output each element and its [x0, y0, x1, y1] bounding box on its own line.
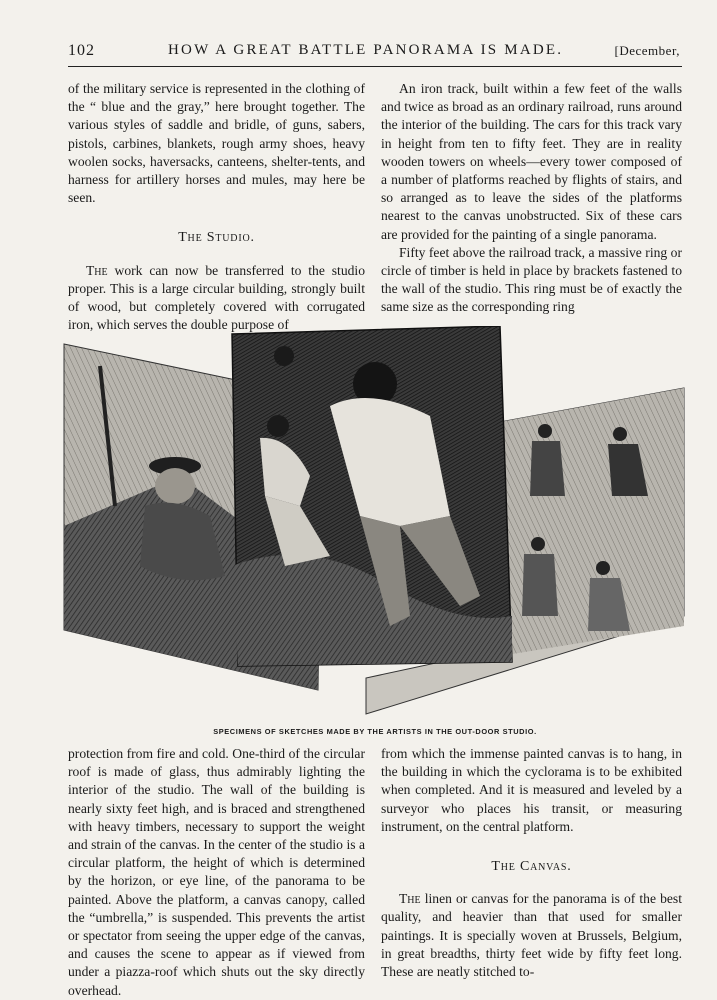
paragraph: Fifty feet above the railroad track, a massive ring or circle of timber is held in place by brackets fastened to the wall of the studio. This ring must be of exactly the same size as the corresponding ring: [381, 244, 682, 315]
paragraph-text: linen or canvas for the panorama is of the best quality, and heavier than that used for smaller paintings. It is specially woven at Brussels, Belgium, in great breadths, thirty feet wide by fifty feet long. These are neatly stitched to-: [381, 891, 682, 980]
section-heading-canvas: The Canvas.: [491, 859, 572, 875]
column-top-right: [381, 80, 682, 317]
paragraph: [68, 262, 365, 335]
running-header: [68, 38, 680, 62]
column-top-left: [68, 80, 365, 334]
section-heading-studio: The Studio.: [178, 230, 255, 246]
illustration-caption: SPECIMENS OF SKETCHES MADE BY THE ARTISTS IN THE OUT-DOOR STUDIO.: [213, 727, 537, 736]
center-sketch-wounded-soldier: [232, 326, 512, 666]
lead-word: The: [399, 891, 421, 907]
paragraph-text: work can now be transferred to the studio proper. This is a large circular building, strongly built of wood, but completely covered with corrugated iron, which serves the double purpose of: [68, 262, 365, 333]
page-number: 102: [68, 42, 95, 59]
column-bottom-right: [381, 745, 682, 981]
paragraph: [381, 890, 682, 981]
running-title: HOW A GREAT BATTLE PANORAMA IS MADE.: [168, 42, 564, 58]
issue-month: [December,: [614, 43, 680, 58]
column-bottom-left: [68, 745, 365, 1000]
paragraph: of the military service is represented in the clothing of the “ blue and the gray,” here brought together. The various styles of saddle and bridle, of guns, sabers, pistols, carbines, blankets, rough army shoes, heavy woolen socks, haversacks, canteens, shelter-tents, and harness for artillery horses and mules, may here be seen.: [68, 81, 365, 206]
lead-word: The: [86, 262, 108, 278]
header-rule: [68, 66, 682, 67]
paragraph: An iron track, built within a few feet of the walls and twice as broad as an ordinary railroad, runs around the interior of the building. The cars for this track vary in height from ten to fifty feet. They are in reality wooden towers on wheels—every tower composed of a number of platforms reached by flights of stairs, and so arranged as to leave the sides of the platforms nearest to the canvas unobstructed. Six of these cars are provided for the painting of a single panorama.: [381, 81, 682, 242]
paragraph: protection from fire and cold. One-third of the circular roof is made of glass, thus admirably lighting the interior of the studio. The wall of the building is nearly sixty feet high, and is braced and strengthened with heavy timbers, necessary to support the weight and strain of the canvas. In the center of the studio is a circular platform, the height of which is determined by the horizon, or eye line, of the panorama to be painted. Above the platform, a canvas canopy, called the “umbrella,” is suspended. This prevents the artist or spectator from seeing the upper edge of the canvas, and causes the scene to appear as if viewed from under a piazza-roof which shuts out the sky directly overhead.: [68, 746, 365, 998]
paragraph: from which the immense painted canvas is to hang, in the building in which the cyclorama is to be exhibited when completed. And it is measured and leveled by a surveyor who places his transit, or measuring instrument, on the central platform.: [381, 746, 682, 834]
battle-sketches-illustration: [60, 326, 690, 722]
